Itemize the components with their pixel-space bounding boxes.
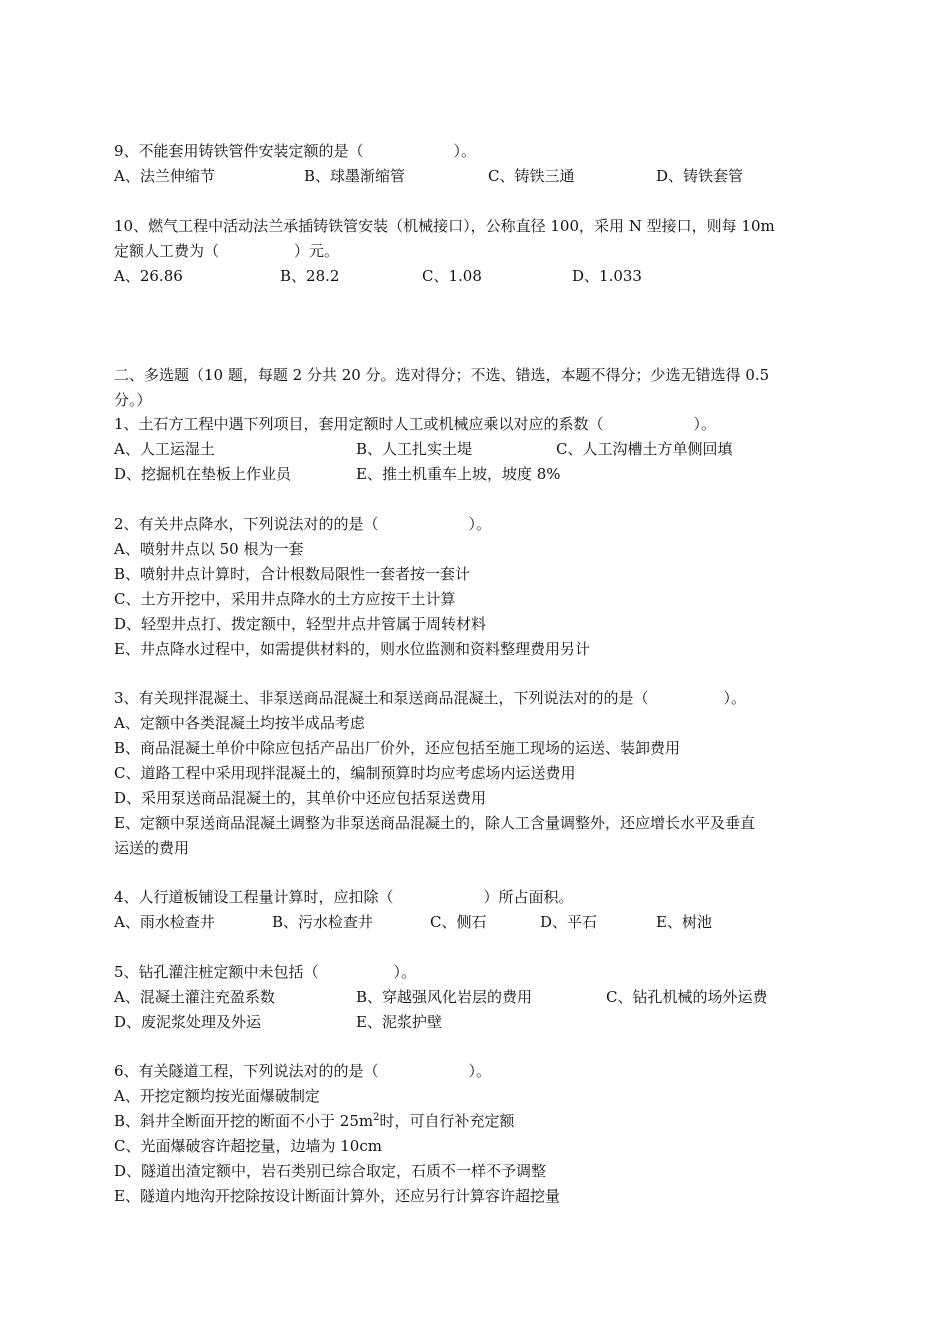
m3-option-c: C、道路工程中采用现拌混凝土的，编制预算时均应考虑场内运送费用 [114, 764, 576, 782]
m5-option-b: B、穿越强风化岩层的费用 [356, 988, 533, 1006]
q9-option-c: C、铸铁三通 [488, 167, 575, 185]
multi-question-4-stem: 4、人行道板铺设工程量计算时，应扣除（ ）所占面积。 [114, 888, 574, 906]
q10-option-c: C、1.08 [422, 267, 482, 285]
m4-option-c: C、侧石 [430, 913, 487, 931]
m1-option-d: D、挖掘机在垫板上作业员 [114, 465, 292, 483]
m4-option-a: A、雨水检查井 [114, 913, 215, 931]
m6-option-b-superscript: 2 [373, 1112, 380, 1123]
multi-question-2-stem: 2、有关井点降水，下列说法对的的是（ ）。 [114, 515, 492, 533]
m3-option-e: E、定额中泵送商品混凝土调整为非泵送商品混凝土的，除人工含量调整外，还应增长水平及垂直 [114, 814, 755, 832]
q9-option-d: D、铸铁套管 [656, 167, 744, 185]
m3-option-e-continued: 运送的费用 [114, 839, 190, 857]
m5-option-a: A、混凝土灌注充盈系数 [114, 988, 275, 1006]
section-2-title-line1: 二、多选题（10 题，每题 2 分共 20 分。选对得分；不选、错选，本题不得分；少选无错选得 0.5 [114, 366, 770, 384]
m6-option-a: A、开挖定额均按光面爆破制定 [114, 1087, 320, 1105]
m2-option-d: D、轻型井点打、拨定额中，轻型井点井管属于周转材料 [114, 615, 487, 633]
m3-option-a: A、定额中各类混凝土均按半成品考虑 [114, 714, 365, 732]
m1-option-c: C、人工沟槽土方单侧回填 [556, 440, 733, 458]
m2-option-a: A、喷射井点以 50 根为一套 [114, 540, 304, 558]
m3-option-d: D、采用泵送商品混凝土的，其单价中还应包括泵送费用 [114, 789, 487, 807]
section-2-title-line2: 分。） [114, 391, 152, 409]
q9-option-a: A、法兰伸缩节 [114, 167, 215, 185]
m6-option-d: D、隧道出渣定额中，岩石类别已综合取定，石质不一样不予调整 [114, 1162, 547, 1180]
q10-option-a: A、26.86 [114, 267, 183, 285]
m5-option-c: C、钻孔机械的场外运费 [606, 988, 768, 1006]
m6-option-b [114, 1111, 515, 1131]
m1-option-e: E、推土机重车上坡，坡度 8% [356, 465, 561, 483]
m2-option-b: B、喷射井点计算时，合计根数局限性一套者按一套计 [114, 565, 471, 583]
m4-option-b: B、污水检查井 [272, 913, 374, 931]
m5-option-d: D、废泥浆处理及外运 [114, 1013, 262, 1031]
m4-option-d: D、平石 [540, 913, 598, 931]
multi-question-1-stem: 1、土石方工程中遇下列项目，套用定额时人工或机械应乘以对应的系数（ ）。 [114, 415, 717, 433]
question-10-stem-line2: 定额人工费为（ ）元。 [114, 242, 340, 260]
m6-option-e: E、隧道内地沟开挖除按设计断面计算外，还应另行计算容许超挖量 [114, 1187, 560, 1205]
multi-question-5-stem: 5、钻孔灌注桩定额中未包括（ ）。 [114, 963, 417, 981]
q10-option-d: D、1.033 [572, 267, 642, 285]
m6-option-b-tail: 时，可自行补充定额 [379, 1112, 515, 1130]
m3-option-b: B、商品混凝土单价中除应包括产品出厂价外，还应包括至施工现场的运送、装卸费用 [114, 739, 681, 757]
m1-option-b: B、人工扎实土堤 [356, 440, 473, 458]
m1-option-a: A、人工运湿土 [114, 440, 215, 458]
m2-option-e: E、井点降水过程中，如需提供材料的，则水位监测和资料整理费用另计 [114, 640, 590, 658]
q10-option-b: B、28.2 [280, 267, 340, 285]
q9-option-b: B、球墨渐缩管 [304, 167, 406, 185]
m6-option-c: C、光面爆破容许超挖量，边墙为 10cm [114, 1137, 382, 1155]
multi-question-6-stem: 6、有关隧道工程，下列说法对的的是（ ）。 [114, 1062, 492, 1080]
question-10-stem-line1: 10、燃气工程中活动法兰承插铸铁管安装（机械接口），公称直径 100，采用 N 型接口，则每 10m [114, 217, 775, 235]
m4-option-e: E、树池 [656, 913, 712, 931]
question-9-stem: 9、不能套用铸铁管件安装定额的是（ ）。 [114, 142, 477, 160]
m6-option-b-text: B、斜井全断面开挖的断面不小于 25m [114, 1112, 374, 1130]
m2-option-c: C、土方开挖中，采用井点降水的土方应按干土计算 [114, 590, 456, 608]
m5-option-e: E、泥浆护壁 [356, 1013, 442, 1031]
multi-question-3-stem: 3、有关现拌混凝土、非泵送商品混凝土和泵送商品混凝土，下列说法对的的是（ ）。 [114, 689, 747, 707]
